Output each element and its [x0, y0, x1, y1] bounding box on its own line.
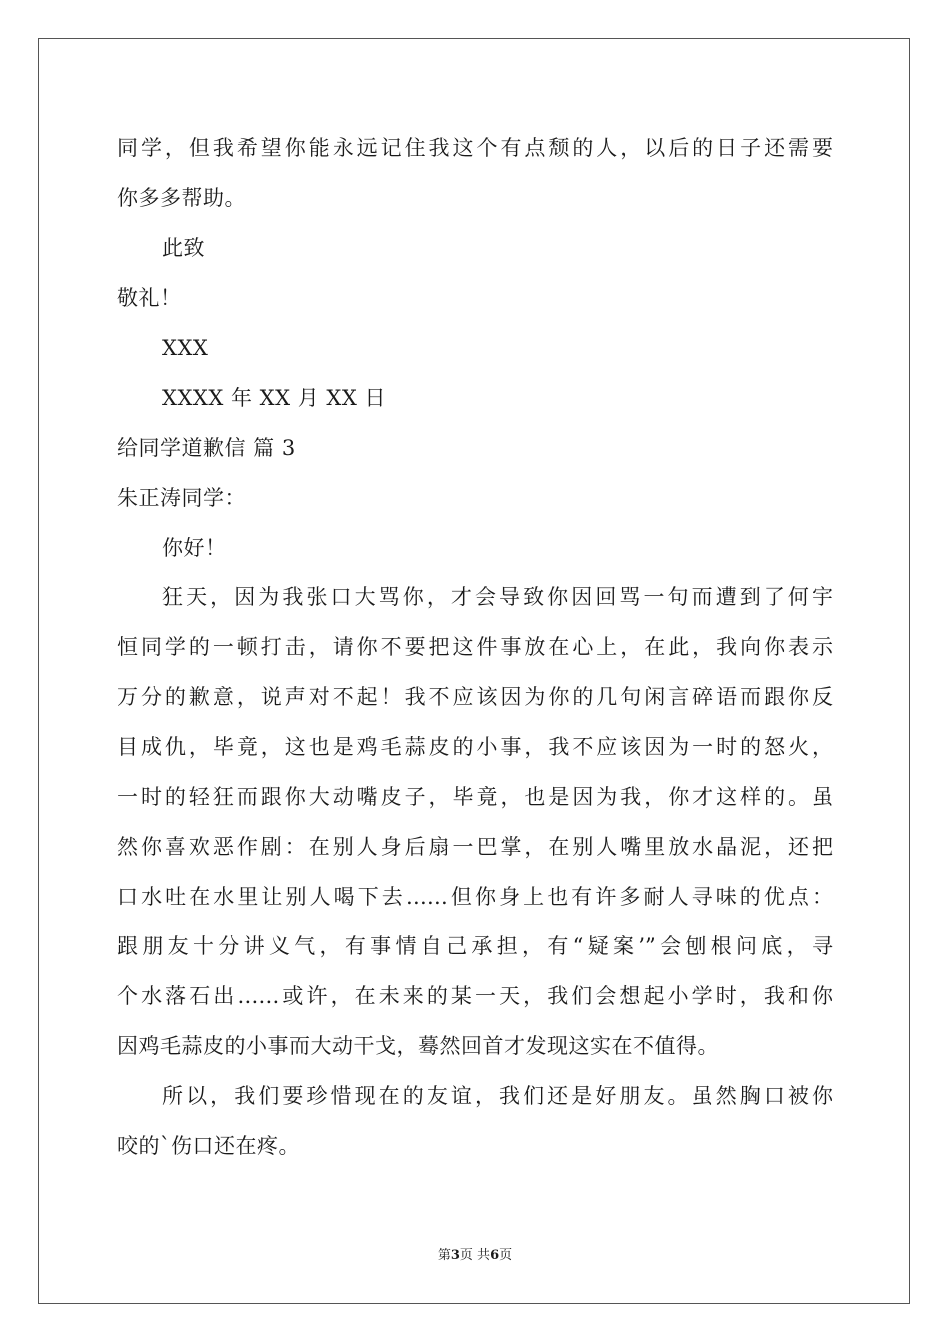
page-border: [38, 38, 910, 1304]
body-line: 口水吐在水里让别人喝下去……但你身上也有许多耐人寻味的优点：: [117, 885, 833, 909]
signature-name: XXX: [162, 336, 209, 360]
footer-mid: 页 共: [459, 1248, 491, 1263]
body-line: 一时的轻狂而跟你大动嘴皮子，毕竟，也是因为我，你才这样的。虽: [117, 785, 833, 809]
footer-total-pages: 6: [490, 1248, 500, 1263]
footer-current-page: 3: [450, 1248, 460, 1263]
body-line: 所以，我们要珍惜现在的友谊，我们还是好朋友。虽然胸口被你: [162, 1084, 833, 1108]
footer-suffix: 页: [499, 1248, 513, 1263]
body-line: 因鸡毛蒜皮的小事而大动干戈，蓦然回首才发现这实在不值得。: [117, 1034, 719, 1058]
body-line: 个水落石出……或许，在未来的某一天，我们会想起小学时，我和你: [117, 984, 833, 1008]
greeting-line: 你好！: [162, 536, 227, 560]
body-line: 狂天，因为我张口大骂你，才会导致你因回骂一句而遭到了何宇: [162, 585, 833, 609]
body-line: 咬的`伤口还在疼。: [117, 1134, 300, 1158]
body-line: 万分的歉意，说声对不起！我不应该因为你的几句闲言碎语而跟你反: [117, 685, 833, 709]
body-line: 跟朋友十分讲义气，有事情自己承担，有“疑案’”会刨根问底，寻: [117, 934, 833, 958]
closing-salutation: 此致: [162, 236, 205, 260]
body-line: 目成仇，毕竟，这也是鸡毛蒜皮的小事，我不应该因为一时的怒火，: [117, 735, 833, 759]
recipient-line: 朱正涛同学：: [117, 486, 246, 510]
body-line: 同学，但我希望你能永远记住我这个有点颓的人，以后的日子还需要: [117, 136, 833, 160]
footer-prefix: 第: [437, 1248, 451, 1263]
body-line: 恒同学的一顿打击，请你不要把这件事放在心上，在此，我向你表示: [117, 635, 833, 659]
body-line: 然你喜欢恶作剧：在别人身后扇一巴掌，在别人嘴里放水晶泥，还把: [117, 835, 833, 859]
signature-date: XXXX 年 XX 月 XX 日: [162, 386, 386, 410]
closing-respect: 敬礼！: [117, 286, 182, 310]
body-line: 你多多帮助。: [117, 186, 246, 210]
section-title: 给同学道歉信 篇 3: [117, 436, 296, 460]
page-footer: [0, 1247, 950, 1265]
